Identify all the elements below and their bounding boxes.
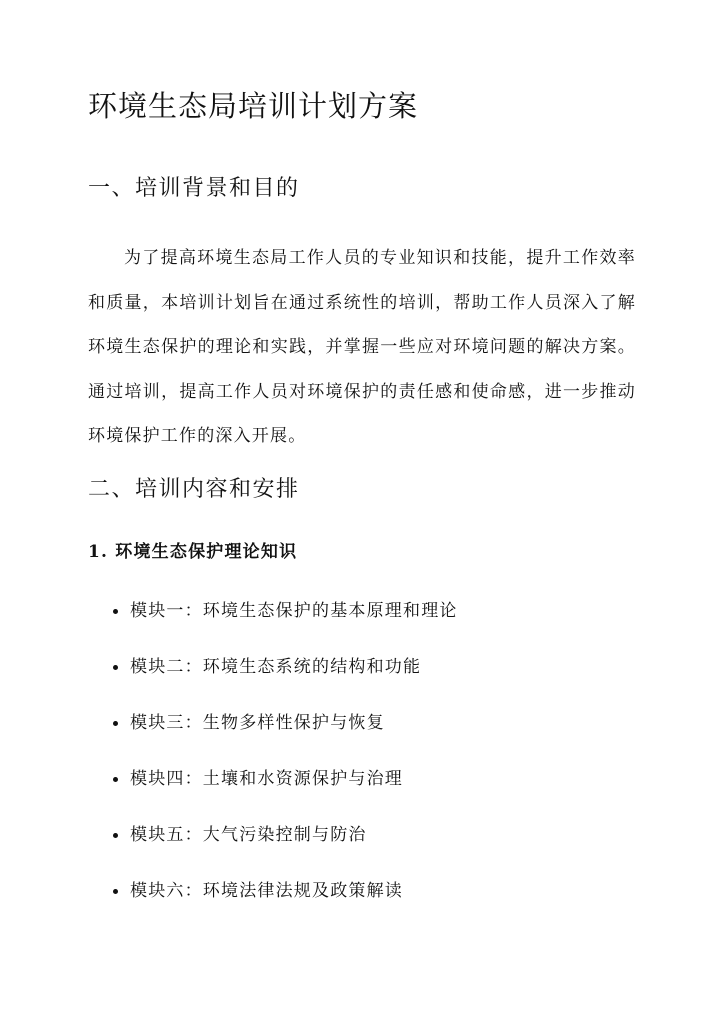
bullet-icon [113, 889, 118, 894]
list-item [0, 596, 600, 652]
subsection-heading-theory: 1. 环境生态保护理论知识 [88, 542, 298, 562]
module-label: 模块五：大气污染控制与防治 [130, 825, 367, 845]
bullet-icon [113, 665, 118, 670]
bullet-icon [113, 777, 118, 782]
module-label: 模块六：环境法律法规及政策解读 [130, 881, 403, 901]
module-label: 模块二：环境生态系统的结构和功能 [130, 657, 422, 677]
module-label: 模块四：土壤和水资源保护与治理 [130, 769, 403, 789]
list-item [0, 820, 600, 876]
list-item [0, 652, 600, 708]
module-list [0, 596, 600, 932]
list-item [0, 876, 600, 932]
section-heading-content: 二、培训内容和安排 [88, 477, 300, 502]
list-item [0, 708, 600, 764]
module-label: 模块三：生物多样性保护与恢复 [130, 713, 385, 733]
bullet-icon [113, 609, 118, 614]
document-title: 环境生态局培训计划方案 [88, 89, 419, 123]
module-label: 模块一：环境生态保护的基本原理和理论 [130, 601, 458, 621]
list-item [0, 764, 600, 820]
bullet-icon [113, 721, 118, 726]
bullet-icon [113, 833, 118, 838]
section-heading-background: 一、培训背景和目的 [88, 176, 300, 201]
background-paragraph: 为了提高环境生态局工作人员的专业知识和技能，提升工作效率和质量，本培训计划旨在通过系统性的培训，帮助工作人员深入了解环境生态保护的理论和实践，并掌握一些应对环境问题的解决方案。通过培训，提高工作人员对环境保护的责任感和使命感，进一步推动环境保护工作的深入开展。 [88, 248, 636, 446]
